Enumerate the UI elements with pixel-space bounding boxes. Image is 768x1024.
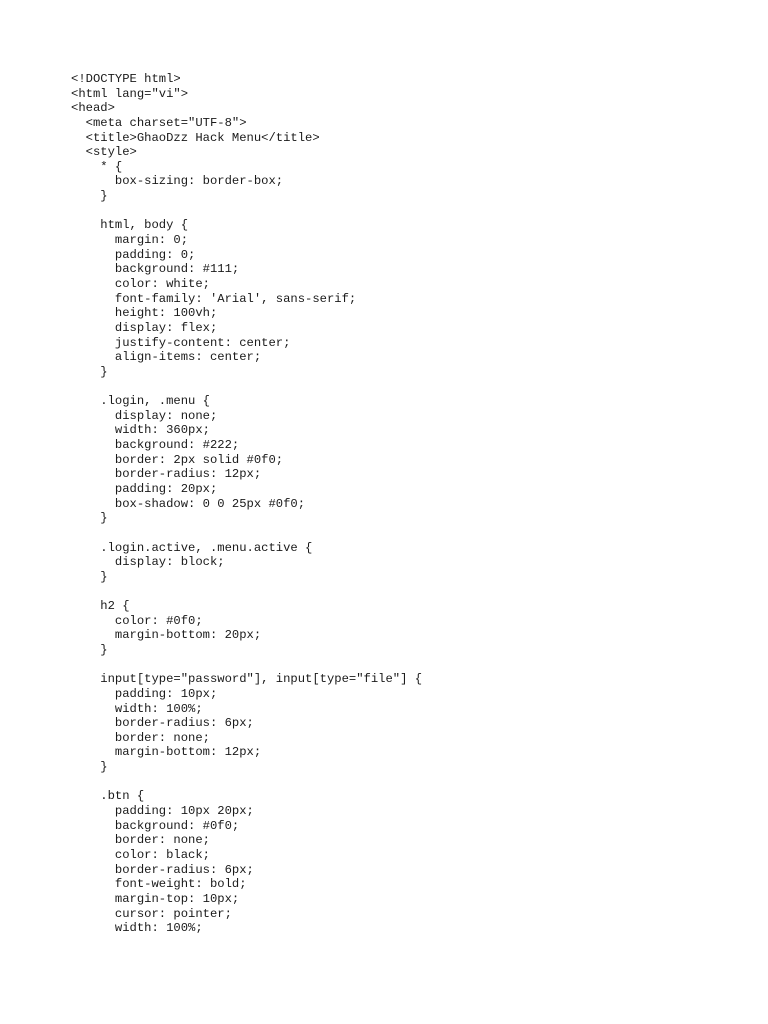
code-line: <head> xyxy=(71,101,115,116)
code-line: background: #222; xyxy=(71,438,240,453)
code-line: } xyxy=(71,760,108,775)
code-line xyxy=(71,526,422,541)
code-line: border-radius: 6px; xyxy=(71,716,254,731)
code-line: height: 100vh; xyxy=(71,306,218,321)
code-line: margin-bottom: 20px; xyxy=(71,628,262,643)
code-line xyxy=(71,584,422,599)
code-line: } xyxy=(71,364,108,379)
code-listing xyxy=(71,72,422,936)
code-line: * { xyxy=(71,159,123,174)
code-line: margin-top: 10px; xyxy=(71,891,240,906)
code-line: <!DOCTYPE html> xyxy=(71,72,181,86)
code-line: } xyxy=(71,189,108,204)
code-line: display: none; xyxy=(71,408,218,423)
code-line: color: white; xyxy=(71,276,210,291)
code-line xyxy=(71,379,422,394)
code-line: border: none; xyxy=(71,730,210,745)
code-line: border-radius: 12px; xyxy=(71,467,262,482)
code-line: box-sizing: border-box; xyxy=(71,174,284,189)
code-line: .login.active, .menu.active { xyxy=(71,540,313,555)
code-line xyxy=(71,775,422,790)
code-line: margin-bottom: 12px; xyxy=(71,745,262,760)
code-line: box-shadow: 0 0 25px #0f0; xyxy=(71,496,306,511)
code-line: font-weight: bold; xyxy=(71,877,247,892)
code-line: color: black; xyxy=(71,847,210,862)
code-line: display: flex; xyxy=(71,320,218,335)
code-line: } xyxy=(71,569,108,584)
code-line: h2 { xyxy=(71,599,130,614)
code-line: .login, .menu { xyxy=(71,394,210,409)
code-line: .btn { xyxy=(71,789,145,804)
code-line: } xyxy=(71,511,108,526)
code-line: width: 360px; xyxy=(71,423,210,438)
code-line: align-items: center; xyxy=(71,350,262,365)
code-line: display: block; xyxy=(71,555,225,570)
code-line: padding: 20px; xyxy=(71,481,218,496)
code-line: <html lang="vi"> xyxy=(71,86,189,101)
code-line: color: #0f0; xyxy=(71,613,203,628)
code-line: border-radius: 6px; xyxy=(71,862,254,877)
code-line: input[type="password"], input[type="file"] { xyxy=(71,672,423,687)
code-line: background: #0f0; xyxy=(71,818,240,833)
code-line: background: #111; xyxy=(71,262,240,277)
code-line: padding: 10px; xyxy=(71,686,218,701)
code-line xyxy=(71,204,422,219)
code-line: border: 2px solid #0f0; xyxy=(71,452,284,467)
code-line: border: none; xyxy=(71,833,210,848)
code-line: html, body { xyxy=(71,218,189,233)
code-line: cursor: pointer; xyxy=(71,906,232,921)
code-line: margin: 0; xyxy=(71,233,189,248)
code-line: <meta charset="UTF-8"> xyxy=(71,115,247,130)
code-line xyxy=(71,658,422,673)
code-line: font-family: 'Arial', sans-serif; xyxy=(71,291,357,306)
code-line: justify-content: center; xyxy=(71,335,291,350)
code-line: } xyxy=(71,642,108,657)
code-line: <title>GhaoDzz Hack Menu</title> xyxy=(71,130,320,145)
code-line: <style> xyxy=(71,145,137,160)
code-line: padding: 10px 20px; xyxy=(71,804,254,819)
code-line: padding: 0; xyxy=(71,247,196,262)
code-line: width: 100%; xyxy=(71,921,203,936)
code-line: width: 100%; xyxy=(71,701,203,716)
